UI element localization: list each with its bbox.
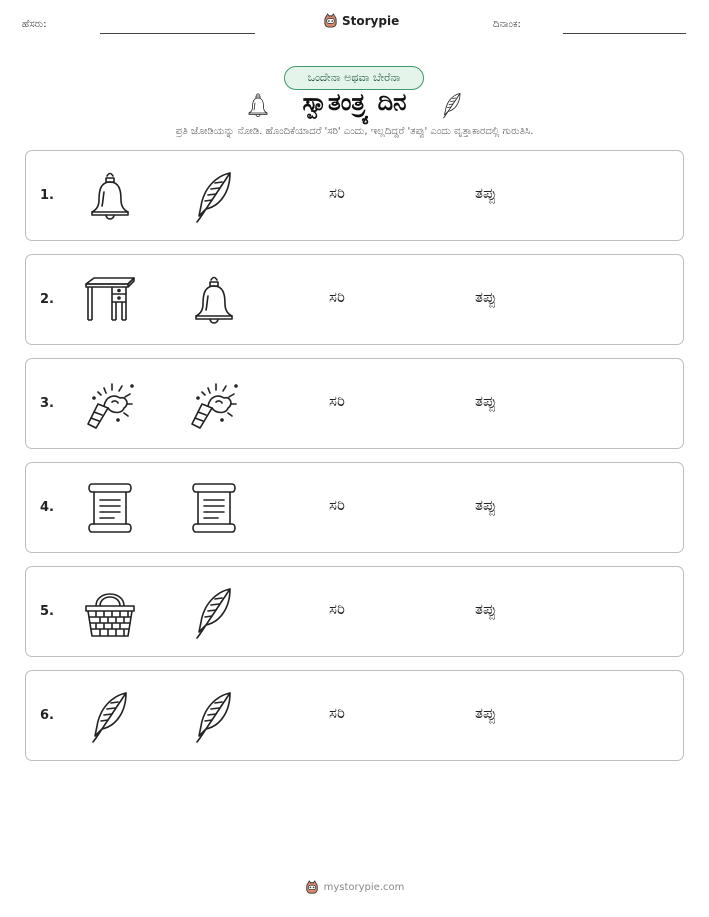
name-field[interactable]	[100, 33, 255, 34]
scroll-icon	[82, 480, 138, 536]
mascot-icon	[305, 880, 319, 894]
date-field[interactable]	[563, 33, 686, 34]
firecracker-icon	[186, 376, 242, 432]
question-row	[25, 254, 684, 345]
question-row	[25, 358, 684, 449]
feather-icon	[186, 168, 242, 224]
brand-name: Storypie	[342, 13, 400, 28]
page-title: ಸ್ವಾತಂತ್ರ್ಯ ದಿನ	[302, 88, 407, 116]
question-number: 6.	[40, 708, 54, 723]
desk-icon	[82, 272, 138, 328]
answer-false-option[interactable]: ತಪ್ಪು	[475, 600, 497, 618]
question-row	[25, 150, 684, 241]
question-number: 1.	[40, 188, 54, 203]
question-row	[25, 462, 684, 553]
feather-icon	[82, 688, 138, 744]
firecracker-icon	[82, 376, 138, 432]
answer-true-option[interactable]: ಸರಿ	[329, 392, 345, 410]
answer-true-option[interactable]: ಸರಿ	[329, 496, 345, 514]
answer-true-option[interactable]: ಸರಿ	[329, 704, 345, 722]
date-label: ದಿನಾಂಕ:	[493, 19, 521, 30]
answer-false-option[interactable]: ತಪ್ಪು	[475, 392, 497, 410]
answer-true-option[interactable]: ಸರಿ	[329, 288, 345, 306]
answer-false-option[interactable]: ತಪ್ಪು	[475, 704, 497, 722]
feather-icon	[438, 91, 466, 119]
answer-false-option[interactable]: ತಪ್ಪು	[475, 496, 497, 514]
worksheet-type-badge: ಒಂದೇನಾ ಅಥವಾ ಬೇರೆನಾ	[284, 66, 424, 90]
feather-icon	[186, 688, 242, 744]
question-number: 4.	[40, 500, 54, 515]
question-number: 2.	[40, 292, 54, 307]
footer	[0, 880, 709, 894]
question-number: 3.	[40, 396, 54, 411]
question-number: 5.	[40, 604, 54, 619]
question-row	[25, 566, 684, 657]
basket-icon	[82, 584, 138, 640]
instructions: ಪ್ರತಿ ಜೋಡಿಯನ್ನು ನೋಡಿ. ಹೊಂದಿಕೆಯಾದರೆ 'ಸರಿ' ಎಂದು, ಇಲ್ಲದಿದ್ದರೆ 'ತಪ್ಪು' ಎಂದು ವೃತ್ತಾಕಾರದಲ್ಲಿ ಗುರುತಿಸಿ.	[175, 126, 534, 137]
answer-true-option[interactable]: ಸರಿ	[329, 600, 345, 618]
question-row	[25, 670, 684, 761]
name-label: ಹೆಸರು:	[22, 19, 47, 30]
answer-false-option[interactable]: ತಪ್ಪು	[475, 288, 497, 306]
footer-site[interactable]: mystorypie.com	[323, 881, 405, 893]
bell-icon	[186, 272, 242, 328]
scroll-icon	[186, 480, 242, 536]
feather-icon	[186, 584, 242, 640]
mascot-icon	[323, 13, 338, 28]
answer-false-option[interactable]: ತಪ್ಪು	[475, 184, 497, 202]
brand-logo	[323, 13, 399, 28]
bell-icon	[82, 168, 138, 224]
answer-true-option[interactable]: ಸರಿ	[329, 184, 345, 202]
